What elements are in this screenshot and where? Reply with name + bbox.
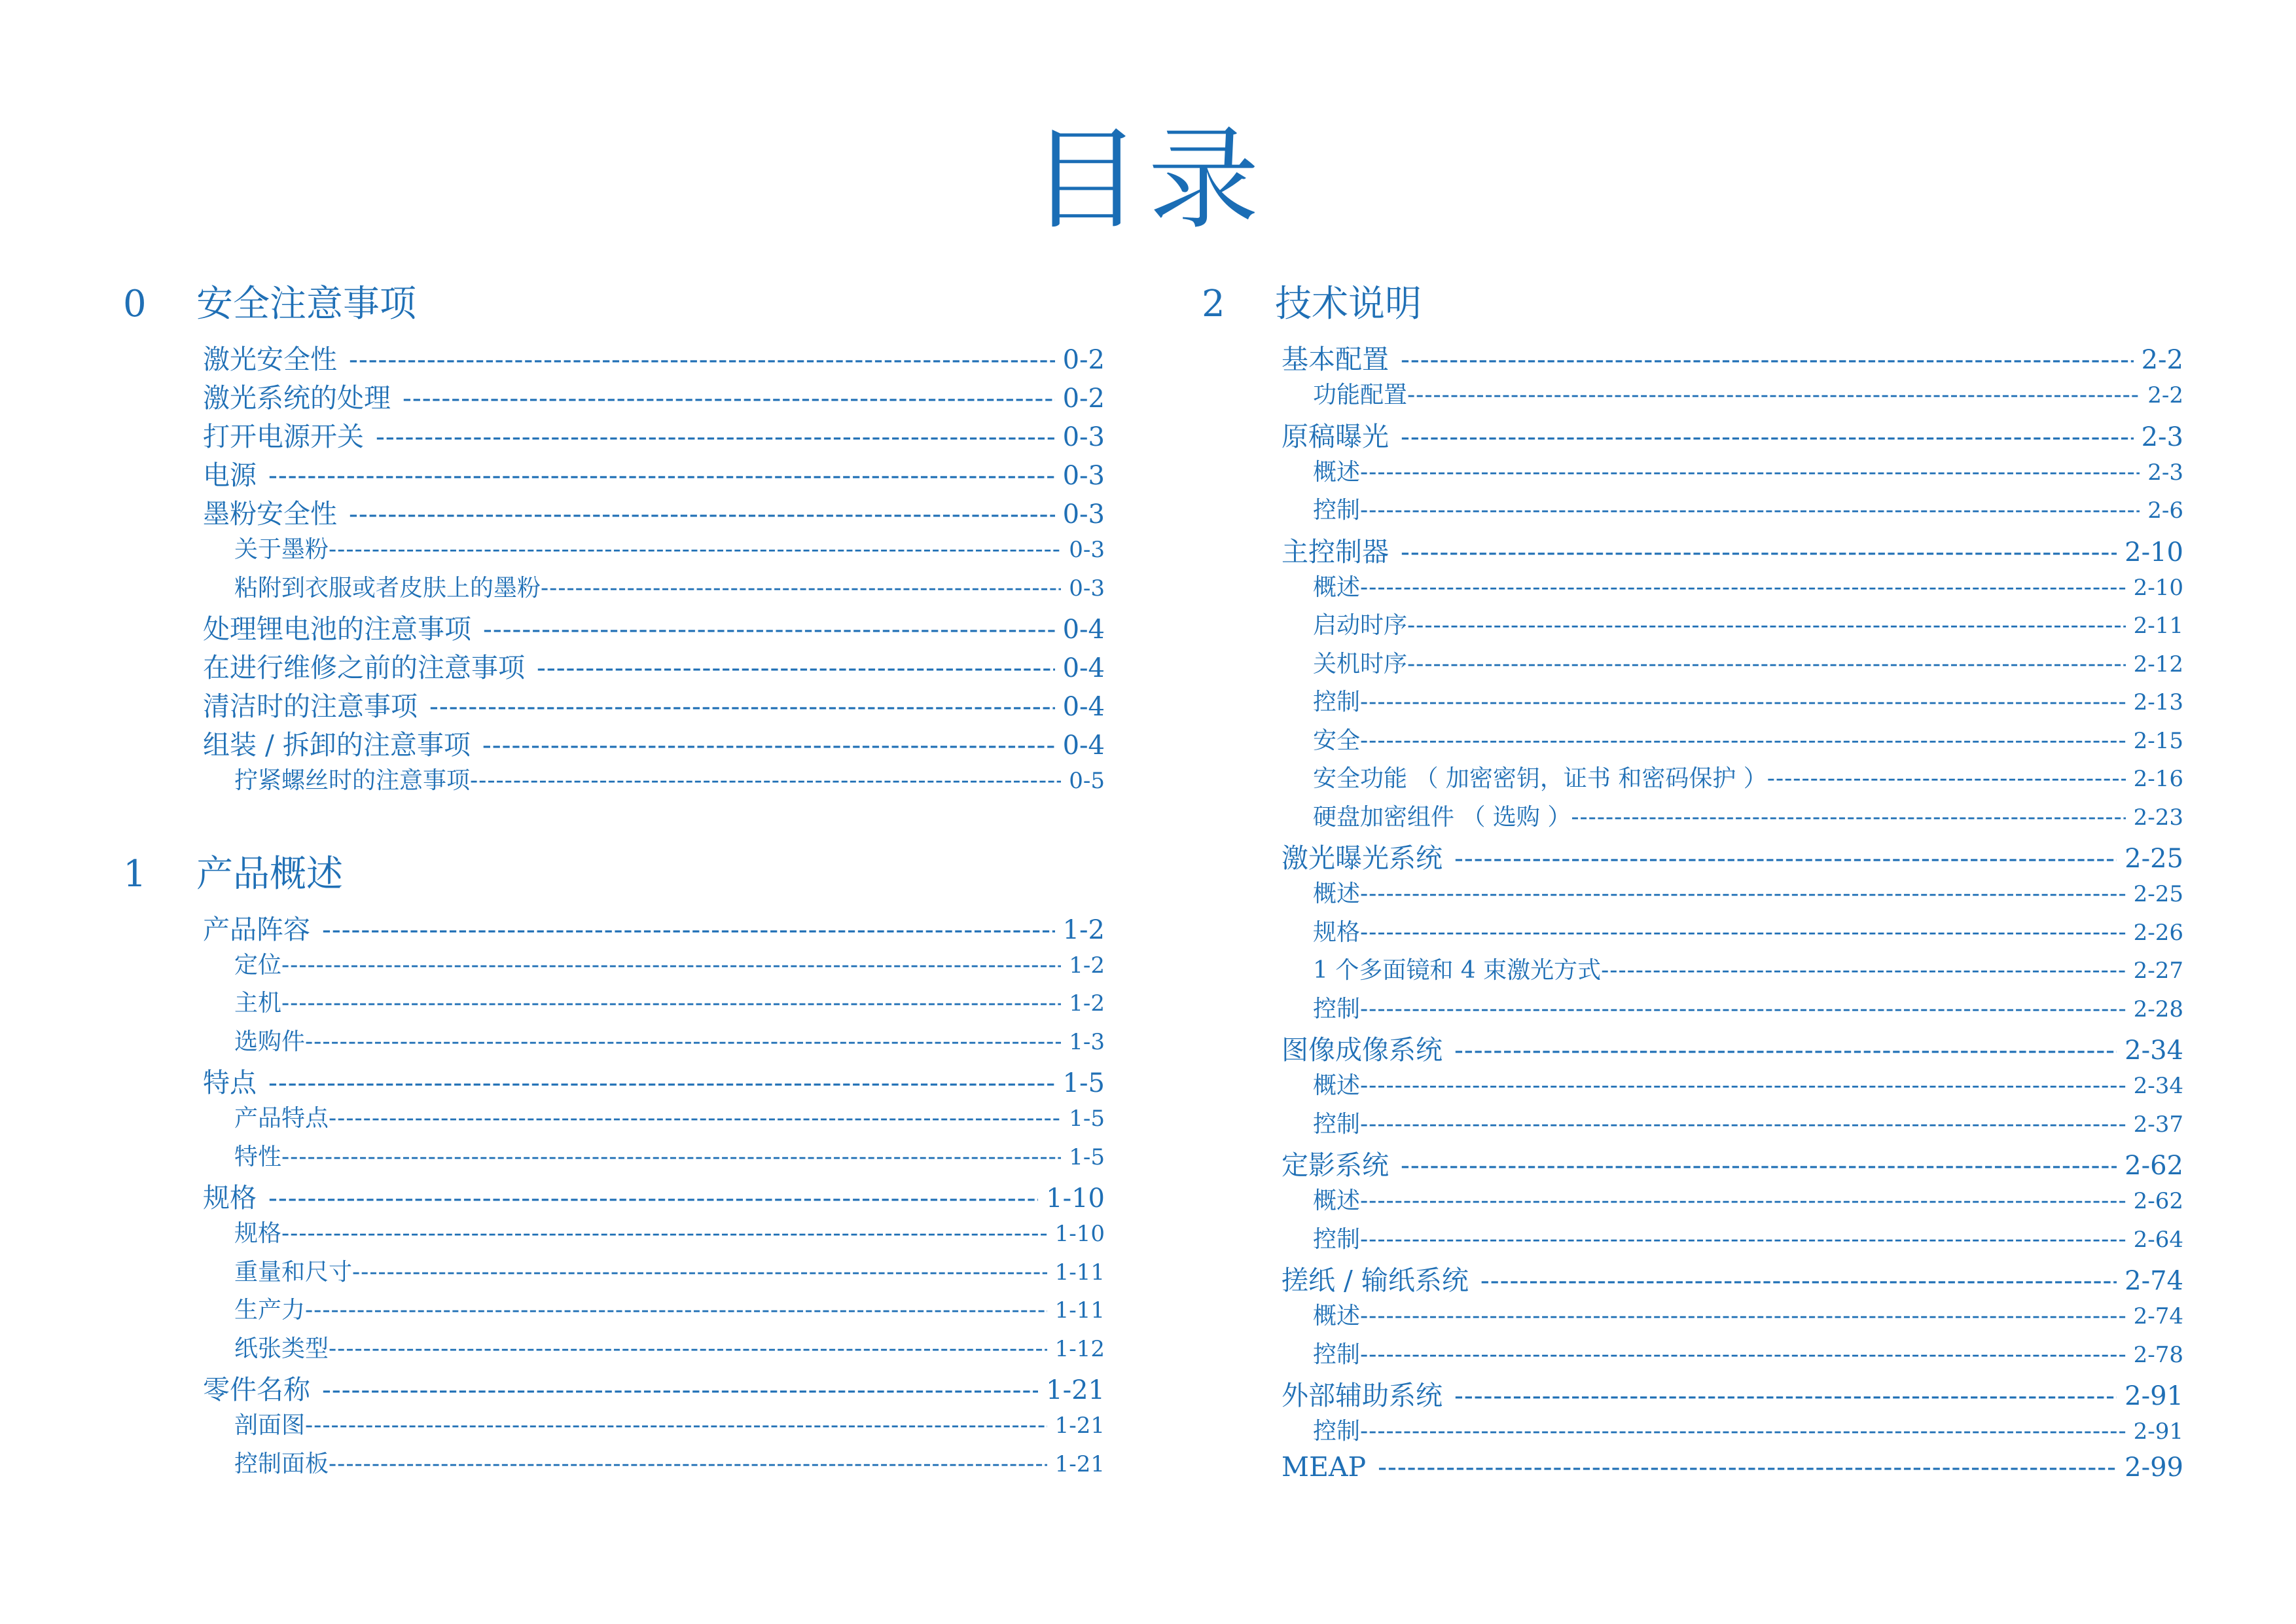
section-number: 1: [123, 852, 147, 895]
toc-page-number: 2-62: [2133, 1188, 2183, 1214]
toc-leader-dashes: [1378, 1451, 2117, 1483]
toc-entry-label: 控制: [1313, 689, 1361, 715]
toc-entry-label: 重量和尺寸: [234, 1258, 353, 1286]
toc-page-number: 0-4: [1062, 615, 1105, 645]
toc-entry[interactable]: [123, 1368, 1105, 1407]
toc-leader-dashes: [1360, 880, 2126, 907]
toc-page-number: 2-6: [2147, 497, 2183, 524]
toc-page-number: 2-25: [2133, 881, 2183, 907]
toc-subentry[interactable]: [1202, 569, 2183, 607]
section-name: 安全注意事项: [196, 283, 416, 325]
toc-leader-dashes: [1360, 1072, 2126, 1099]
toc-leader-dashes: [1454, 1034, 2117, 1066]
toc-leader-dashes: [281, 952, 1061, 979]
toc-page-number: 0-4: [1062, 692, 1105, 722]
toc-leader-dashes: [376, 421, 1055, 452]
toc-page-number: 2-2: [2147, 382, 2183, 408]
toc-subentry[interactable]: [123, 1254, 1105, 1292]
toc-leader-dashes: [1360, 1418, 2126, 1445]
toc-entry-label: 电源: [203, 460, 257, 491]
toc-subentry[interactable]: [1202, 492, 2183, 530]
toc-entry[interactable]: [123, 454, 1105, 492]
toc-entry-label: 特性: [234, 1143, 282, 1170]
toc-leader-dashes: [1360, 574, 2126, 601]
toc-subentry[interactable]: [123, 1445, 1105, 1484]
toc-page-number: 0-3: [1062, 499, 1105, 530]
toc-entry[interactable]: [1202, 530, 2183, 569]
toc-subentry[interactable]: [123, 1407, 1105, 1445]
toc-leader-dashes: [1360, 1303, 2126, 1329]
toc-page-number: 2-16: [2133, 766, 2183, 792]
toc-page-number: 2-11: [2133, 613, 2183, 639]
toc-entry-label: 功能配置: [1313, 382, 1408, 408]
toc-leader-dashes: [1401, 344, 2134, 375]
toc-subentry[interactable]: [1202, 1182, 2183, 1221]
toc-leader-dashes: [1480, 1265, 2117, 1296]
toc-leader-dashes: [349, 344, 1055, 375]
toc-leader-dashes: [1360, 689, 2126, 715]
toc-page-number: 2-37: [2133, 1111, 2183, 1138]
toc-entry-label: 粘附到衣服或者皮肤上的墨粉: [234, 574, 541, 602]
toc-page-number: 2-78: [2133, 1341, 2183, 1368]
toc-entry-label: 规格: [1313, 918, 1361, 946]
toc-entry-label: 激光曝光系统: [1282, 842, 1443, 874]
toc-leader-dashes: [281, 1220, 1047, 1247]
toc-entry-label: 基本配置: [1282, 344, 1389, 375]
toc-entry-label: 激光安全性: [203, 344, 337, 375]
toc-page-number: 1-11: [1054, 1297, 1105, 1324]
toc-leader-dashes: [329, 1451, 1047, 1477]
toc-subentry[interactable]: [1202, 990, 2183, 1029]
toc-leader-dashes: [1454, 842, 2117, 874]
toc-subentry[interactable]: [1202, 454, 2183, 492]
toc-page-number: 2-28: [2133, 996, 2183, 1022]
toc-entry[interactable]: [1202, 1028, 2183, 1067]
toc-subentry[interactable]: [123, 1138, 1105, 1177]
toc-leader-dashes: [322, 914, 1055, 945]
toc-page-number: 2-23: [2133, 804, 2183, 831]
toc-leader-dashes: [1360, 727, 2126, 754]
toc-page-number: 2-27: [2133, 958, 2183, 984]
toc-entry-label: 剖面图: [234, 1412, 306, 1439]
toc-page-number: 2-34: [2133, 1073, 2183, 1099]
toc-entry-label: 控制: [1313, 1225, 1361, 1253]
toc-subentry[interactable]: [1202, 607, 2183, 645]
toc-entry[interactable]: [123, 415, 1105, 454]
toc-leader-dashes: [1360, 1187, 2126, 1214]
toc-subentry[interactable]: [1202, 1336, 2183, 1375]
toc-subentry[interactable]: [1202, 760, 2183, 799]
toc-entry-label: 搓纸 / 输纸系统: [1282, 1265, 1469, 1296]
toc-subentry[interactable]: [1202, 722, 2183, 761]
toc-entry-label: 关机时序: [1313, 650, 1408, 677]
toc-entry-label: 产品特点: [234, 1105, 329, 1132]
toc-entry[interactable]: [1202, 1259, 2183, 1297]
toc-page-number: 1-5: [1069, 1144, 1105, 1170]
page-title: 目录: [1030, 115, 1266, 245]
toc-page-number: 2-74: [2125, 1266, 2183, 1296]
toc-entry-label: 硬盘加密组件 （ 选购 ）: [1313, 803, 1571, 831]
toc-leader-dashes: [1360, 1341, 2126, 1368]
toc-entry[interactable]: [123, 646, 1105, 685]
toc-right-column: [1202, 275, 2183, 1490]
toc-entry-label: 概述: [1313, 573, 1361, 601]
toc-entry[interactable]: [123, 908, 1105, 947]
toc-entry-label: 控制: [1313, 497, 1361, 524]
toc-entry-label: 打开电源开关: [203, 421, 364, 452]
toc-page-number: 0-3: [1069, 537, 1105, 563]
toc-page-number: 2-91: [2125, 1381, 2183, 1411]
section-number: 0: [123, 283, 147, 325]
toc-entry-label: 墨粉安全性: [203, 498, 337, 530]
toc-leader-dashes: [1360, 1226, 2126, 1253]
toc-entry-label: 概述: [1313, 1072, 1361, 1099]
toc-entry-label: 处理锂电池的注意事项: [203, 613, 471, 645]
toc-leader-dashes: [268, 460, 1055, 491]
toc-page-number: 1-10: [1046, 1183, 1105, 1214]
toc-page-number: 0-4: [1062, 653, 1105, 683]
toc-leader-dashes: [1571, 804, 2125, 831]
toc-leader-dashes: [305, 1412, 1047, 1439]
toc-entry-label: 控制: [1313, 1110, 1361, 1138]
toc-entry-label: 规格: [234, 1220, 282, 1247]
toc-page-number: 1-21: [1054, 1413, 1105, 1439]
toc-page-number: 1-21: [1054, 1451, 1105, 1477]
toc-page-number: 0-2: [1062, 384, 1105, 414]
toc-page-number: 2-2: [2141, 345, 2183, 375]
toc-leader-dashes: [349, 498, 1055, 530]
toc-entry-label: 关于墨粉: [234, 536, 329, 563]
toc-page-number: 1-5: [1069, 1106, 1105, 1132]
toc-leader-dashes: [1360, 996, 2126, 1022]
toc-page-number: 2-62: [2125, 1151, 2183, 1181]
toc-leader-dashes: [268, 1182, 1038, 1214]
toc-leader-dashes: [1360, 459, 2140, 486]
toc-page-number: 1-5: [1062, 1068, 1105, 1098]
toc-entry-label: 定影系统: [1282, 1149, 1389, 1181]
toc-subentry[interactable]: [123, 1023, 1105, 1062]
toc-subentry[interactable]: [123, 1100, 1105, 1138]
toc-entry[interactable]: [123, 723, 1105, 762]
toc-entry-label: 图像成像系统: [1282, 1034, 1443, 1066]
toc-page-number: 2-3: [2141, 422, 2183, 452]
toc-entry-label: 生产力: [234, 1297, 306, 1324]
toc-page-number: 1-12: [1054, 1335, 1105, 1362]
section-spacer: [123, 801, 1105, 845]
toc-page-number: 1-21: [1046, 1375, 1105, 1405]
toc-page-number: 2-12: [2133, 651, 2183, 677]
toc-leader-dashes: [403, 382, 1055, 414]
toc-page-number: 2-15: [2133, 727, 2183, 754]
toc-page-number: 2-34: [2125, 1036, 2183, 1066]
toc-subentry[interactable]: [1202, 875, 2183, 914]
section-heading[interactable]: [123, 845, 1105, 908]
toc-leader-dashes: [429, 691, 1055, 722]
toc-page-number: 2-10: [2133, 574, 2183, 601]
toc-entry-label: 规格: [203, 1182, 257, 1214]
toc-subentry[interactable]: [123, 762, 1105, 801]
toc-entry-label: MEAP: [1282, 1451, 1367, 1483]
toc-page-number: 0-4: [1062, 731, 1105, 761]
toc-entry-label: 概述: [1313, 880, 1361, 907]
toc-leader-dashes: [329, 1105, 1061, 1132]
toc-leader-dashes: [1360, 497, 2140, 524]
section-name: 产品概述: [196, 852, 343, 895]
toc-page-number: 1-11: [1054, 1259, 1105, 1286]
toc-entry-label: 拧紧螺丝时的注意事项: [234, 767, 471, 794]
toc-page-number: 0-5: [1069, 768, 1105, 794]
toc-leader-dashes: [1407, 382, 2140, 408]
toc-entry-label: 控制: [1313, 1341, 1361, 1368]
toc-entry-label: 定位: [234, 951, 282, 979]
toc-entry-label: 特点: [203, 1067, 257, 1098]
toc-page-number: 2-91: [2133, 1418, 2183, 1445]
toc-entry[interactable]: [123, 1176, 1105, 1215]
toc-entry-label: 概述: [1313, 458, 1361, 486]
toc-leader-dashes: [1601, 957, 2125, 984]
toc-entry-label: 启动时序: [1313, 612, 1408, 639]
section-name: 技术说明: [1275, 283, 1422, 325]
toc-entry[interactable]: [123, 338, 1105, 376]
toc-subentry[interactable]: [1202, 1413, 2183, 1451]
toc-entry[interactable]: [1202, 1374, 2183, 1413]
toc-leader-dashes: [1407, 612, 2126, 639]
toc-leader-dashes: [470, 767, 1061, 794]
toc-leader-dashes: [1360, 1111, 2126, 1138]
toc-leader-dashes: [305, 1028, 1061, 1055]
toc-entry-label: 选购件: [234, 1028, 306, 1055]
toc-page-number: 2-99: [2125, 1452, 2183, 1483]
toc-entry[interactable]: [1202, 338, 2183, 376]
toc-page-number: 0-3: [1062, 461, 1105, 491]
toc-entry[interactable]: [1202, 837, 2183, 875]
toc-page-number: 2-3: [2147, 459, 2183, 486]
toc-entry-label: 主机: [234, 990, 282, 1017]
toc-page-number: 2-25: [2125, 844, 2183, 874]
toc-page-number: 1-2: [1069, 952, 1105, 979]
toc-entry-label: 原稿曝光: [1282, 420, 1389, 452]
toc-subentry[interactable]: [123, 531, 1105, 569]
toc-subentry[interactable]: [1202, 1106, 2183, 1144]
section-number: 2: [1202, 283, 1225, 325]
toc-leader-dashes: [537, 652, 1055, 683]
toc-entry-label: 控制: [1313, 1418, 1361, 1445]
toc-page-number: 0-2: [1062, 345, 1105, 375]
toc-leader-dashes: [305, 1297, 1047, 1324]
toc-entry[interactable]: [1202, 1144, 2183, 1182]
toc-leader-dashes: [268, 1067, 1055, 1098]
toc-page-number: 2-13: [2133, 689, 2183, 715]
toc-entry-label: 主控制器: [1282, 535, 1389, 568]
toc-subentry[interactable]: [123, 1330, 1105, 1369]
toc-entry-label: 纸张类型: [234, 1335, 329, 1362]
toc-leader-dashes: [1767, 765, 2126, 792]
toc-entry-label: 1 个多面镜和 4 束激光方式: [1313, 957, 1602, 984]
toc-subentry[interactable]: [1202, 952, 2183, 990]
toc-page-number: 1-10: [1054, 1221, 1105, 1247]
toc-leader-dashes: [322, 1374, 1038, 1405]
toc-leader-dashes: [483, 613, 1055, 645]
toc-entry-label: 激光系统的处理: [203, 382, 391, 414]
toc-subentry[interactable]: [1202, 1067, 2183, 1106]
toc-page-number: 0-3: [1062, 422, 1105, 452]
toc-leader-dashes: [281, 990, 1061, 1017]
toc-entry[interactable]: [123, 685, 1105, 723]
toc-page-number: 2-64: [2133, 1226, 2183, 1253]
toc-page-number: 1-3: [1069, 1028, 1105, 1055]
toc-subentry[interactable]: [1202, 1221, 2183, 1259]
toc-entry-label: 安全: [1313, 727, 1361, 754]
toc-entry-label: 清洁时的注意事项: [203, 691, 418, 722]
toc-subentry[interactable]: [1202, 645, 2183, 684]
toc-entry-label: 产品阵容: [203, 913, 310, 945]
toc-entry-label: 控制面板: [234, 1450, 329, 1477]
toc-subentry[interactable]: [1202, 799, 2183, 837]
toc-page-number: 1-2: [1069, 990, 1105, 1017]
toc-subentry[interactable]: [1202, 1297, 2183, 1336]
toc-subentry[interactable]: [123, 947, 1105, 985]
toc-subentry[interactable]: [123, 1215, 1105, 1254]
toc-subentry[interactable]: [123, 1291, 1105, 1330]
toc-subentry[interactable]: [1202, 683, 2183, 722]
toc-entry[interactable]: [1202, 415, 2183, 454]
toc-leader-dashes: [1401, 421, 2134, 452]
toc-page-number: 0-3: [1069, 575, 1105, 602]
toc-page-number: 2-26: [2133, 919, 2183, 946]
toc-entry[interactable]: [123, 607, 1105, 646]
toc-leader-dashes: [1407, 651, 2126, 677]
toc-leader-dashes: [541, 575, 1061, 602]
toc-leader-dashes: [329, 536, 1061, 563]
toc-subentry[interactable]: [123, 569, 1105, 608]
toc-entry[interactable]: [123, 492, 1105, 531]
toc-page-number: 2-10: [2125, 537, 2183, 568]
toc-leader-dashes: [1401, 1149, 2117, 1181]
toc-subentry[interactable]: [1202, 914, 2183, 952]
toc-leader-dashes: [281, 1144, 1061, 1170]
toc-entry-label: 组装 / 拆卸的注意事项: [203, 729, 471, 761]
toc-entry-label: 零件名称: [203, 1374, 310, 1405]
toc-leader-dashes: [352, 1259, 1047, 1286]
toc-subentry[interactable]: [1202, 376, 2183, 415]
toc-entry[interactable]: [123, 376, 1105, 415]
toc-entry-label: 安全功能 （ 加密密钥，证书 和密码保护 ）: [1313, 765, 1767, 792]
toc-leader-dashes: [329, 1335, 1047, 1362]
toc-entry-label: 概述: [1313, 1187, 1361, 1214]
toc-leader-dashes: [482, 729, 1055, 761]
toc-page-number: 1-2: [1062, 914, 1105, 945]
section-heading[interactable]: [123, 275, 1105, 338]
section-heading[interactable]: [1202, 275, 2183, 338]
toc-leader-dashes: [1360, 919, 2126, 946]
toc-page-number: 2-74: [2133, 1303, 2183, 1329]
toc-entry-label: 在进行维修之前的注意事项: [203, 652, 525, 683]
toc-entry[interactable]: [123, 1061, 1105, 1100]
toc-entry-label: 概述: [1313, 1303, 1361, 1329]
toc-entry[interactable]: [1202, 1451, 2183, 1490]
toc-entry-label: 控制: [1313, 995, 1361, 1022]
toc-subentry[interactable]: [123, 984, 1105, 1023]
toc-left-column: [123, 275, 1105, 1483]
toc-entry-label: 外部辅助系统: [1282, 1380, 1443, 1411]
toc-leader-dashes: [1454, 1380, 2117, 1411]
toc-leader-dashes: [1401, 536, 2117, 568]
